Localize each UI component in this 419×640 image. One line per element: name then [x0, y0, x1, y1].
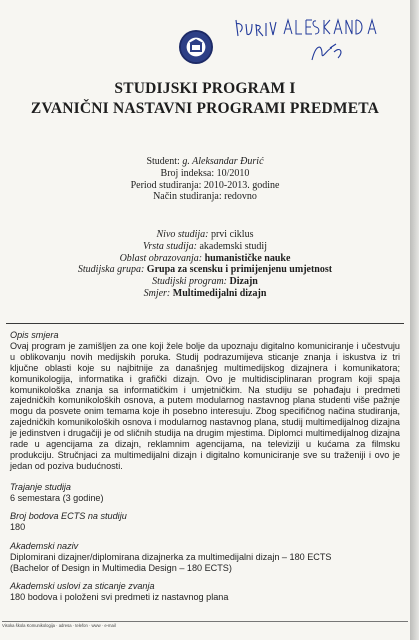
- duration-section: [10, 482, 400, 504]
- academic-title-heading: Akademski naziv: [10, 541, 79, 551]
- study-type-row: Vrsta studija: akademski studij: [143, 240, 267, 252]
- program-info: [0, 229, 410, 300]
- ects-value: 180: [10, 521, 26, 532]
- student-name-row: Student: g. Aleksandar Đurić: [146, 156, 264, 167]
- duration-heading: Trajanje studija: [10, 482, 71, 492]
- study-group-row: Studijska grupa: Grupa za scensku i primijenjenu umjetnost: [77, 264, 333, 276]
- duration-value: 6 semestara (3 godine): [10, 492, 104, 503]
- academic-title-line-2: (Bachelor of Design in Multimedia Design – 180 ECTS): [10, 562, 232, 573]
- student-info: [0, 156, 410, 203]
- requirements-heading: Akademski uslovi za sticanje zvanja: [10, 581, 155, 591]
- requirements-section: [10, 581, 400, 603]
- academic-title-section: [10, 541, 400, 573]
- requirements-value: 180 bodova i položeni svi predmeti iz nastavnog plana: [10, 591, 229, 602]
- study-period-row: Period studiranja: 2010-2013. godine: [130, 179, 280, 191]
- study-level-row: Nivo studija: prvi ciklus: [156, 229, 254, 240]
- footer-divider: [2, 621, 408, 622]
- description-text: Ovaj program je zamišljen za one koji žele bolje da upoznaju digitalno komuniciranje i učestvuju u oblikovanju novih medijskih poruka. Studij podrazumijeva sticanje znanja i iskustva iz tri ključne oblasti koje su najbitnije za današnjeg multimedijskog dizajnera i komunikatora; komunikologija, informatika i grafički dizajn. Ovo je multidisciplinaran program koji spaja komunikološka znanja sa informatičkim i umjetničkim. Na studiju se pohađaju i predmeti zajedničkih komunikoloških osnova, a putem modularnog nastavnog plana studenti više pažnje mogu da posvete onim temama koje ih posebno interesuju. Zbog specifičnog načina studiranja, zajedničkih komunikoloških osnova i modularnog nastavnog plana, studij multimedijalnog dizajna je jedinstven i drugačiji je od sličnih studija na drugim mjestima. Diplomci multimedijalnog dizajna rade u agencijama za dizajn, reklamnim agencijama, na televiziji u kućama za filmsku produkciju. Stručnjaci za multimedijalni dizajn i digitalno komuniciranje sve su traženiji i ovo je jedan od poziva budućnosti.: [10, 340, 400, 471]
- section-divider: [6, 323, 404, 324]
- handwritten-signature: [232, 14, 382, 66]
- page-footer: Visoka škola Komunikologija · adresa · telefon · www · e-mail: [2, 623, 116, 628]
- scan-edge: [410, 0, 419, 640]
- study-mode-row: Način studiranja: redovno: [153, 191, 257, 203]
- document-title-line-2: ZVANIČNI NASTAVNI PROGRAMI PREDMETA: [30, 100, 380, 117]
- description-heading: Opis smjera: [10, 330, 59, 340]
- study-program-row: Studijski program: Dizajn: [152, 276, 258, 288]
- index-number-row: Broj indeksa: 10/2010: [160, 167, 250, 179]
- academic-title-line-1: Diplomirani dizajner/diplomirana dizajnerka za multimedijalni dizajn – 180 ECTS: [10, 551, 332, 562]
- ects-section: [10, 511, 400, 533]
- university-seal-icon: [179, 30, 213, 64]
- education-field-row: Oblast obrazovanja: humanističke nauke: [119, 252, 291, 264]
- description-section: [10, 330, 400, 472]
- direction-row: Smjer: Multimedijalni dizajn: [143, 287, 267, 299]
- ects-heading: Broj bodova ECTS na studiju: [10, 511, 127, 521]
- document-title-line-1: STUDIJSKI PROGRAM I: [114, 80, 296, 97]
